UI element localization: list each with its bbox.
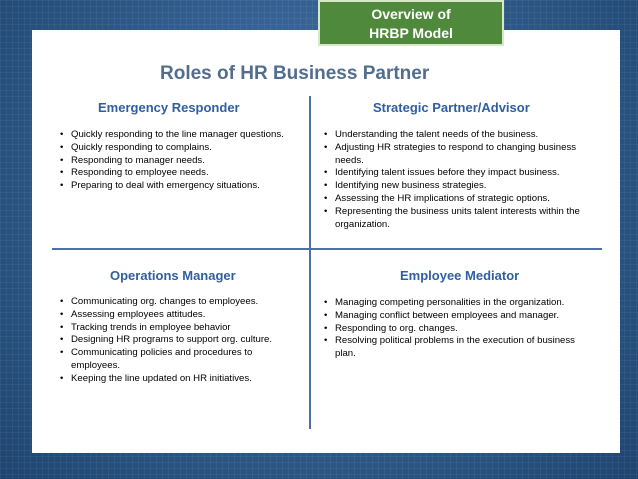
slide-canvas	[32, 30, 620, 453]
list-item: • Quickly responding to the line manager questions.	[60, 129, 292, 142]
operations-manager-heading: Operations Manager	[110, 268, 236, 283]
list-item: • Responding to employee needs.	[60, 167, 292, 180]
page-title: Roles of HR Business Partner	[160, 63, 430, 84]
operations-manager-list	[60, 296, 304, 386]
list-item: • Communicating policies and procedures to employees.	[60, 347, 304, 373]
emergency-responder-heading: Emergency Responder	[98, 100, 240, 115]
employee-mediator-heading: Employee Mediator	[400, 268, 520, 283]
list-item: • Managing competing personalities in the organization.	[324, 297, 580, 310]
list-item: • Communicating org. changes to employees.	[60, 296, 304, 309]
list-item: • Tracking trends in employee behavior	[60, 322, 304, 335]
overview-title-line1: Overview of	[371, 6, 451, 22]
list-item: • Adjusting HR strategies to respond to changing business needs.	[324, 142, 596, 168]
list-item: • Preparing to deal with emergency situations.	[60, 180, 292, 193]
emergency-responder-list	[60, 129, 292, 193]
list-item: • Responding to manager needs.	[60, 155, 292, 168]
list-item: • Assessing employees attitudes.	[60, 309, 304, 322]
list-item: • Designing HR programs to support org. culture.	[60, 334, 304, 347]
overview-title-line2: HRBP Model	[369, 25, 453, 41]
list-item: • Understanding the talent needs of the business.	[324, 129, 596, 142]
horizontal-divider	[52, 248, 602, 250]
list-item: • Managing conflict between employees and manager.	[324, 310, 580, 323]
list-item: • Identifying new business strategies.	[324, 180, 596, 193]
list-item: • Assessing the HR implications of strategic options.	[324, 193, 596, 206]
strategic-partner-heading: Strategic Partner/Advisor	[373, 100, 530, 115]
vertical-divider	[309, 96, 311, 429]
list-item: • Identifying talent issues before they impact business.	[324, 167, 596, 180]
list-item: • Quickly responding to complains.	[60, 142, 292, 155]
overview-title-box	[318, 0, 504, 46]
employee-mediator-list	[324, 297, 580, 361]
list-item: • Responding to org. changes.	[324, 323, 580, 336]
list-item: • Representing the business units talent interests within the organization.	[324, 206, 596, 232]
list-item: • Keeping the line updated on HR initiatives.	[60, 373, 304, 386]
list-item: • Resolving political problems in the execution of business plan.	[324, 335, 580, 361]
strategic-partner-list	[324, 129, 596, 231]
